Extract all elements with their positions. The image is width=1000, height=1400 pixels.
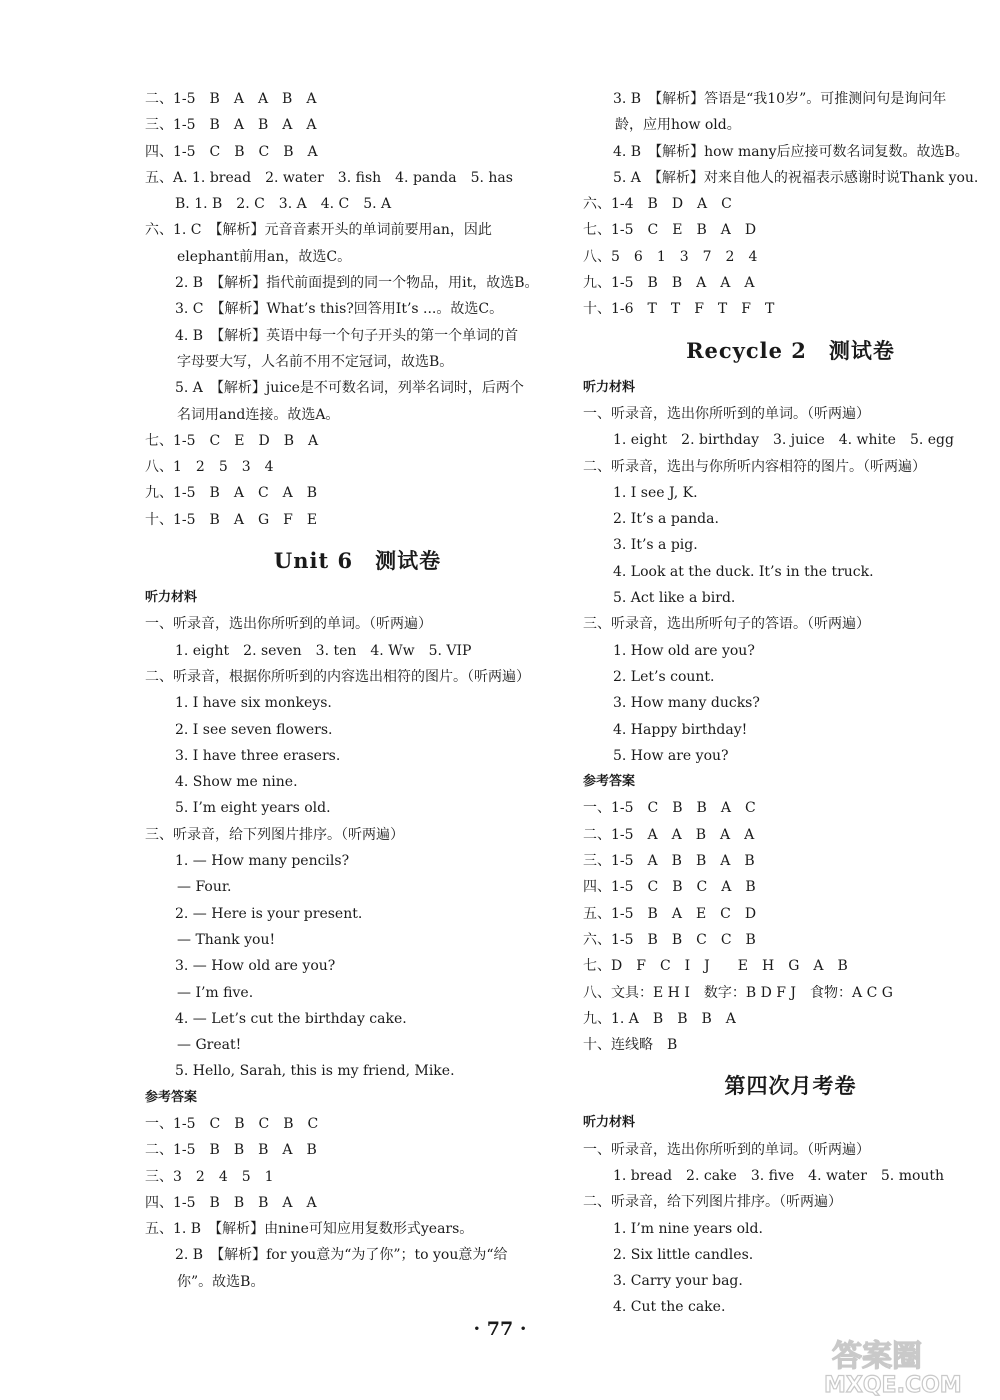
text-line: 3. — How old are you? <box>175 958 336 975</box>
text-line: 2. B 【解析】指代前面提到的同一个物品，用it，故选B。 <box>175 275 539 292</box>
subsection-heading: 参考答案 <box>145 1089 198 1105</box>
text-line: 2. B 【解析】for you意为“为了你”；to you意为“给 <box>175 1247 508 1264</box>
text-line: — Thank you! <box>177 931 276 948</box>
text-line: 5. A 【解析】juice是不可数名词，列举名词时，后两个 <box>175 380 524 397</box>
page-number: · 77 · <box>473 1318 527 1340</box>
watermark-line1: 答案圈 <box>832 1339 922 1374</box>
text-line: 一、听录音，选出你所听到的单词。（听两遍） <box>583 1141 870 1158</box>
text-line: 六、1. C 【解析】元音音素开头的单词前要用an，因此 <box>145 222 492 239</box>
text-line: 三、听录音，给下列图片排序。（听两遍） <box>145 826 404 843</box>
text-line: 一、听录音，选出你所听到的单词。（听两遍） <box>145 616 432 633</box>
text-line: 四、1-5 C B C B A <box>145 143 318 160</box>
section-title: Unit 6 测试卷 <box>273 548 442 574</box>
text-line: 一、1-5 C B C B C <box>145 1115 319 1132</box>
text-line: 十、1-6 T T F T F T <box>583 301 775 318</box>
text-line: 龄，应用how old。 <box>615 117 741 134</box>
text-line: 1. I’m nine years old. <box>613 1220 763 1237</box>
text-line: 3. It’s a pig. <box>613 537 698 554</box>
text-line: 1. eight 2. birthday 3. juice 4. white 5. egg <box>613 432 954 449</box>
text-line: 二、1-5 B A A B A <box>145 91 317 107</box>
watermark-logo <box>820 1336 995 1396</box>
section-title: 第四次月考卷 <box>724 1073 857 1099</box>
text-line: 四、1-5 B B B A A <box>145 1194 317 1211</box>
text-line: 1. eight 2. seven 3. ten 4. Ww 5. VIP <box>175 642 472 659</box>
text-line: 六、1-5 B B C C B <box>583 931 756 948</box>
text-line: 八、5 6 1 3 7 2 4 <box>583 248 758 265</box>
text-line: 4. B 【解析】how many后应接可数名词复数。故选B。 <box>613 143 969 160</box>
text-line: 三、1-5 A B B A B <box>583 853 755 870</box>
text-line: 4. Happy birthday! <box>613 721 748 738</box>
text-line: — Great! <box>177 1037 242 1054</box>
text-line: 1. How old are you? <box>613 642 755 659</box>
text-line: 五、A. 1. bread 2. water 3. fish 4. panda 5. has <box>145 169 513 186</box>
text-line: 名词用and连接。故选A。 <box>177 406 340 423</box>
text-line: 七、1-5 C E D B A <box>145 432 319 449</box>
text-line: 十、1-5 B A G F E <box>145 511 318 528</box>
text-line: 七、1-5 C E B A D <box>583 222 757 239</box>
text-line: 4. — Let’s cut the birthday cake. <box>175 1010 407 1027</box>
text-line: 二、听录音，根据你所听到的内容选出相符的图片。（听两遍） <box>145 668 530 685</box>
text-line: 四、1-5 C B C A B <box>583 879 756 896</box>
text-line: — I’m five. <box>177 984 254 1001</box>
text-line: 十、连线略 B <box>583 1037 678 1054</box>
text-line: 4. B 【解析】英语中每一个句子开头的第一个单词的首 <box>175 327 519 344</box>
subsection-heading: 听力材料 <box>145 590 198 606</box>
text-line: 3. I have three erasers. <box>175 747 341 764</box>
watermark-line2: MXQE.COM <box>824 1373 962 1396</box>
text-line: 1. I see J, K. <box>613 484 698 501</box>
text-line: 九、1. A B B B A <box>583 1010 736 1027</box>
text-line: 二、1-5 B B B A B <box>145 1142 317 1159</box>
text-line: 3. C 【解析】What’s this?回答用It’s ...。故选C。 <box>175 301 504 318</box>
text-line: 六、1-4 B D A C <box>583 196 732 213</box>
text-line: 二、听录音，选出与你所听内容相符的图片。（听两遍） <box>583 458 926 475</box>
text-line: 九、1-5 B B A A A <box>583 275 755 292</box>
text-line: 2. — Here is your present. <box>175 905 363 922</box>
text-line: 5. How are you? <box>613 747 729 764</box>
text-line: 4. Look at the duck. It’s in the truck. <box>613 563 874 580</box>
section-title: Recycle 2 测试卷 <box>686 337 895 363</box>
subsection-heading: 听力材料 <box>583 379 636 395</box>
text-line: 二、1-5 A A B A A <box>583 826 755 843</box>
text-line: 八、1 2 5 3 4 <box>145 459 274 476</box>
text-line: 2. Let’s count. <box>613 668 715 685</box>
text-line: 3. How many ducks? <box>613 695 760 712</box>
text-line: 2. It’s a panda. <box>613 511 719 528</box>
text-line: 2. Six little candles. <box>613 1246 754 1263</box>
text-line: 5. A 【解析】对来自他人的祝福表示感谢时说Thank you. <box>613 169 979 186</box>
left-column <box>145 86 570 1295</box>
text-line: 1. I have six monkeys. <box>175 695 332 712</box>
text-line: 3. B 【解析】答语是“我10岁”。可推测问句是询问年 <box>613 91 947 107</box>
subsection-heading: 参考答案 <box>583 774 636 790</box>
text-line: 5. Act like a bird. <box>613 590 736 607</box>
text-line: 1. bread 2. cake 3. five 4. water 5. mouth <box>613 1167 945 1184</box>
text-line: 三、1-5 B A B A A <box>145 117 317 134</box>
text-line: elephant前用an，故选C。 <box>177 248 352 265</box>
text-line: B. 1. B 2. C 3. A 4. C 5. A <box>175 196 392 213</box>
text-line: 一、1-5 C B B A C <box>583 800 756 817</box>
text-line: 二、听录音，给下列图片排序。（听两遍） <box>583 1194 842 1211</box>
text-line: 八、文具：E H I 数字：B D F J 食物：A C G <box>583 984 893 1001</box>
text-line: 5. I’m eight years old. <box>175 800 331 817</box>
text-line: 4. Cut the cake. <box>613 1299 726 1316</box>
text-line: 九、1-5 B A C A B <box>145 485 318 502</box>
text-line: 2. I see seven flowers. <box>175 721 333 738</box>
text-line: 1. — How many pencils? <box>175 853 350 870</box>
text-line: 4. Show me nine. <box>175 774 298 791</box>
text-line: — Four. <box>177 879 232 896</box>
text-line: 5. Hello, Sarah, this is my friend, Mike. <box>175 1063 455 1080</box>
right-column <box>583 86 998 1321</box>
text-line: 五、1-5 B A E C D <box>583 905 757 922</box>
text-line: 三、听录音，选出所听句子的答语。（听两遍） <box>583 616 870 633</box>
text-line: 你”。故选B。 <box>177 1273 265 1290</box>
text-line: 3. Carry your bag. <box>613 1273 743 1290</box>
subsection-heading: 听力材料 <box>583 1115 636 1131</box>
text-line: 一、听录音，选出你所听到的单词。（听两遍） <box>583 405 870 422</box>
text-line: 三、3 2 4 5 1 <box>145 1168 274 1185</box>
text-line: 五、1. B 【解析】由nine可知应用复数形式years。 <box>145 1221 474 1238</box>
text-line: 七、D F C I J E H G A B <box>583 958 848 975</box>
text-line: 字母要大写，人名前不用不定冠词，故选B。 <box>177 353 454 370</box>
